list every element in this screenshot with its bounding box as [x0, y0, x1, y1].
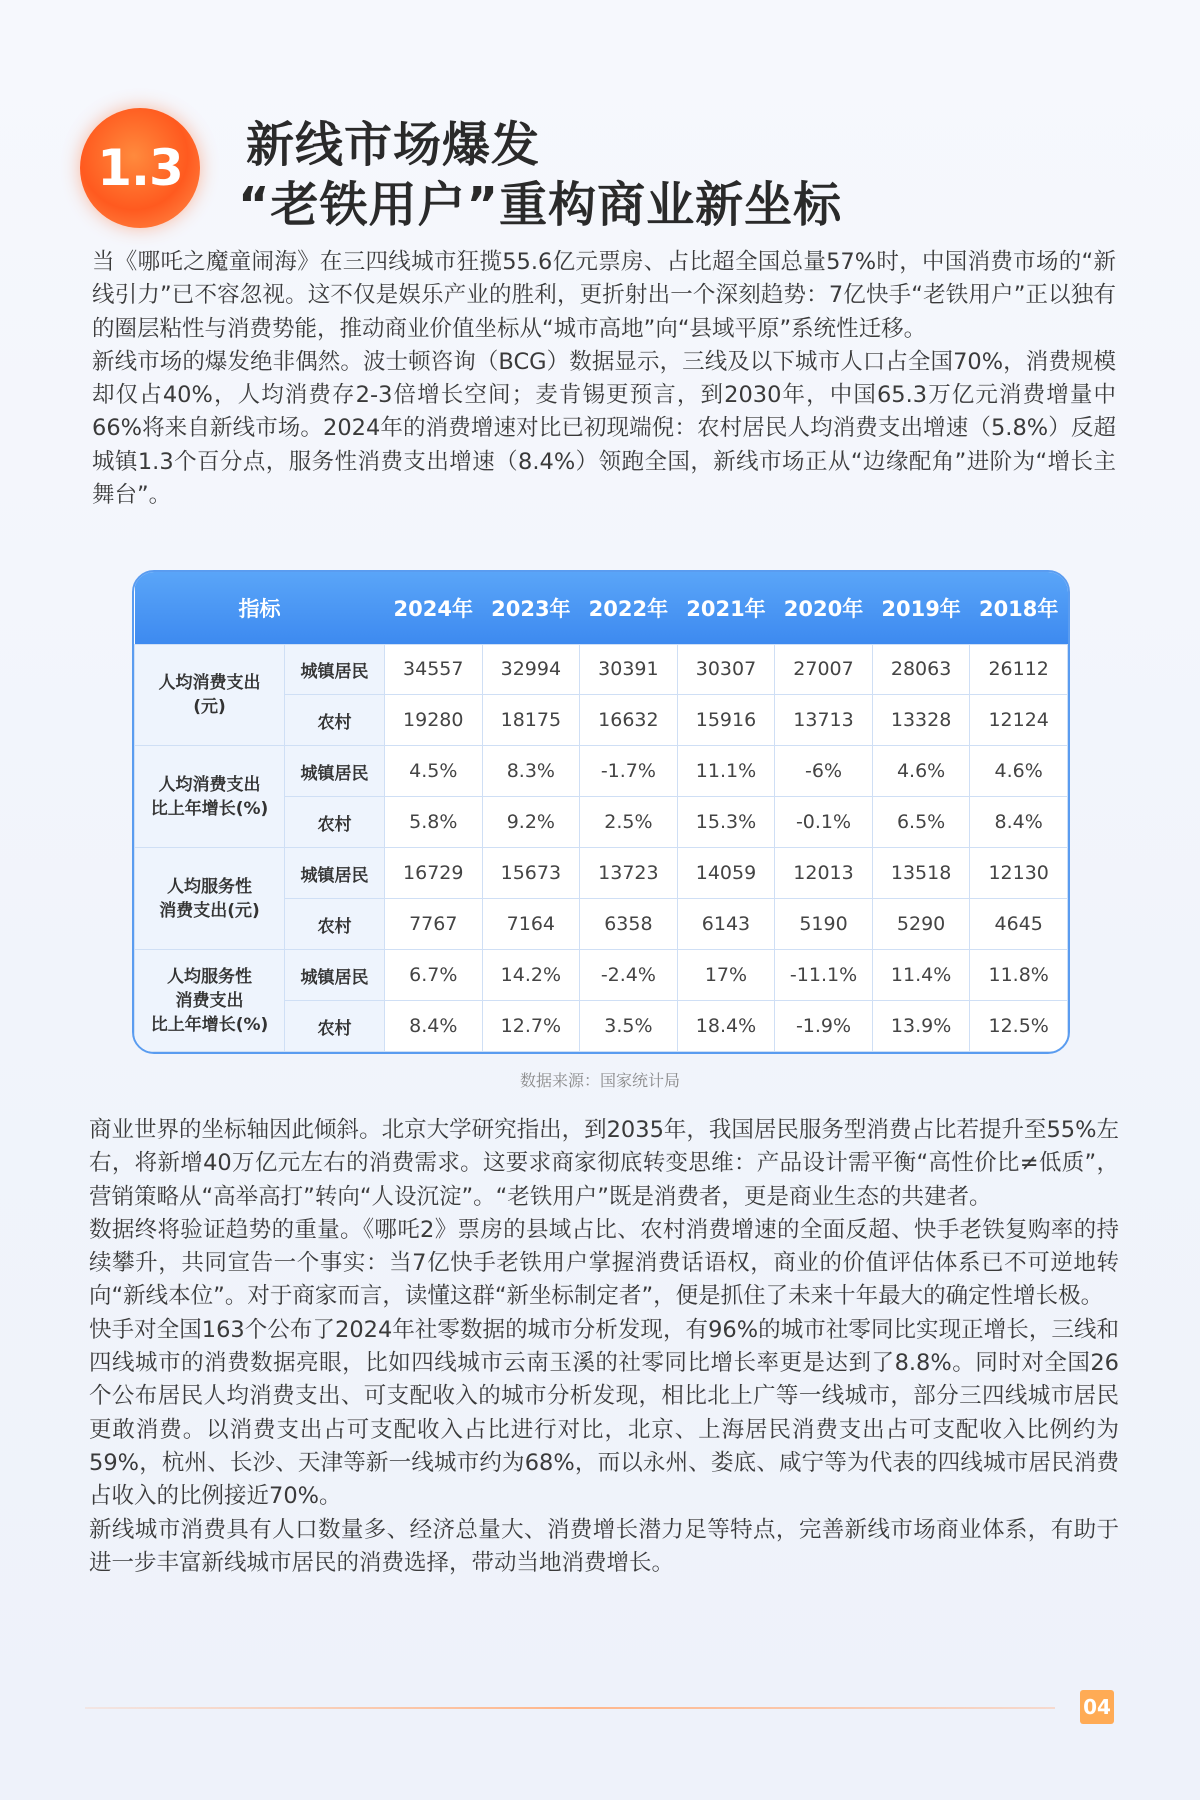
row-group-label-line: 比上年增长(%)	[150, 1014, 269, 1035]
table-cell: 14059	[677, 848, 775, 899]
header-year: 2019年	[872, 572, 970, 644]
footer-divider	[85, 1707, 1055, 1709]
section-number: 1.3	[97, 139, 183, 197]
table-cell: 18.4%	[677, 1001, 775, 1052]
table-cell: 28063	[872, 644, 970, 695]
table-cell: 30391	[580, 644, 678, 695]
table-cell: 2.5%	[580, 797, 678, 848]
table-cell: 3.5%	[580, 1001, 678, 1052]
table-cell: 16729	[385, 848, 483, 899]
table-cell: -11.1%	[775, 950, 873, 1001]
table-cell: 15916	[677, 695, 775, 746]
table-cell: 12130	[970, 848, 1068, 899]
row-group-label	[135, 746, 285, 848]
table-cell: 5190	[775, 899, 873, 950]
table-cell: 5290	[872, 899, 970, 950]
table-cell: 12.7%	[482, 1001, 580, 1052]
table-cell: 26112	[970, 644, 1068, 695]
table-cell: 11.4%	[872, 950, 970, 1001]
table-row	[135, 746, 1068, 797]
table-cell: 4.6%	[970, 746, 1068, 797]
header-year: 2022年	[580, 572, 678, 644]
table-cell: 15673	[482, 848, 580, 899]
row-sub-label: 农村	[285, 1001, 385, 1052]
table-cell: 19280	[385, 695, 483, 746]
table-cell: 16632	[580, 695, 678, 746]
table-cell: 7164	[482, 899, 580, 950]
table-cell: 30307	[677, 644, 775, 695]
table-cell: 13518	[872, 848, 970, 899]
table-cell: 6.7%	[385, 950, 483, 1001]
table-cell: -6%	[775, 746, 873, 797]
table-cell: 4645	[970, 899, 1068, 950]
table-cell: -0.1%	[775, 797, 873, 848]
header-indicator: 指标	[135, 572, 385, 644]
paragraph: 快手对全国163个公布了2024年社零数据的城市分析发现，有96%的城市社零同比实现正增长，三线和四线城市的消费数据亮眼，比如四线城市云南玉溪的社零同比增长率更是达到了8.8%。同时对全国26个公布居民人均消费支出、可支配收入的城市分析发现，相比北上广等一线城市，部分三四线城市居民更敢消费。以消费支出占可支配收入占比进行对比，北京、上海居民消费支出占可支配收入比例约为59%，杭州、长沙、天津等新一线城市约为68%，而以永州、娄底、咸宁等为代表的四线城市居民消费占收入的比例接近70%。	[89, 1316, 1119, 1510]
row-group-label-line: 人均服务性	[167, 966, 252, 987]
table-cell: 6358	[580, 899, 678, 950]
row-group-label-line: 人均消费支出	[158, 774, 261, 795]
table-cell: 12.5%	[970, 1001, 1068, 1052]
row-group-label-line: 比上年增长(%)	[150, 798, 269, 819]
table-cell: 12124	[970, 695, 1068, 746]
paragraph: 当《哪吒之魔童闹海》在三四线城市狂揽55.6亿元票房、占比超全国总量57%时，中国消费市场的“新线引力”已不容忽视。这不仅是娱乐产业的胜利，更折射出一个深刻趋势：7亿快手“老铁用户”正以独有的圈层粘性与消费势能，推动商业价值坐标从“城市高地”向“县域平原”系统性迁移。	[92, 249, 1116, 342]
table-cell: 18175	[482, 695, 580, 746]
row-sub-label: 城镇居民	[285, 644, 385, 695]
intro-text	[92, 246, 1116, 512]
table-cell: 4.6%	[872, 746, 970, 797]
table-cell: 9.2%	[482, 797, 580, 848]
table-cell: 5.8%	[385, 797, 483, 848]
paragraph: 商业世界的坐标轴因此倾斜。北京大学研究指出，到2035年，我国居民服务型消费占比若提升至55%左右，将新增40万亿元左右的消费需求。这要求商家彻底转变思维：产品设计需平衡“高性价比≠低质”，营销策略从“高举高打”转向“人设沉淀”。“老铁用户”既是消费者，更是商业生态的共建者。	[89, 1117, 1119, 1210]
table-cell: 34557	[385, 644, 483, 695]
paragraph: 数据终将验证趋势的重量。《哪吒2》票房的县域占比、农村消费增速的全面反超、快手老铁复购率的持续攀升，共同宣告一个事实：当7亿快手老铁用户掌握消费话语权，商业的价值评估体系已不可逆地转向“新线本位”。对于商家而言，读懂这群“新坐标制定者”，便是抓住了未来十年最大的确定性增长极。	[89, 1216, 1119, 1310]
table-cell: 8.3%	[482, 746, 580, 797]
row-group-label-line: (元)	[193, 696, 226, 717]
consumption-data-table	[132, 570, 1070, 1054]
data-source-note: 数据来源：国家统计局	[519, 1071, 680, 1090]
header-year: 2023年	[482, 572, 580, 644]
table-cell: 14.2%	[482, 950, 580, 1001]
row-group-label	[135, 848, 285, 950]
table-cell: 6143	[677, 899, 775, 950]
header-year: 2018年	[970, 572, 1068, 644]
table-cell: -1.7%	[580, 746, 678, 797]
header-year: 2021年	[677, 572, 775, 644]
row-group-label-line: 消费支出	[175, 990, 244, 1011]
row-group-label-line: 人均服务性	[167, 876, 252, 897]
table-cell: 32994	[482, 644, 580, 695]
table-cell: 15.3%	[677, 797, 775, 848]
table-cell: -1.9%	[775, 1001, 873, 1052]
table-cell: 11.8%	[970, 950, 1068, 1001]
table-cell: 17%	[677, 950, 775, 1001]
table-cell: 11.1%	[677, 746, 775, 797]
table-cell: -2.4%	[580, 950, 678, 1001]
row-group-label-line: 人均消费支出	[158, 672, 261, 693]
table-cell: 13328	[872, 695, 970, 746]
table-cell: 8.4%	[385, 1001, 483, 1052]
header-year: 2020年	[775, 572, 873, 644]
page-number: 04	[1080, 1690, 1114, 1724]
row-group-label	[135, 644, 285, 746]
page-title-line-2: “老铁用户”重构商业新坐标	[238, 177, 843, 233]
table-cell: 13713	[775, 695, 873, 746]
body-text	[89, 1114, 1119, 1580]
row-sub-label: 城镇居民	[285, 950, 385, 1001]
row-group-label	[135, 950, 285, 1052]
table-cell: 7767	[385, 899, 483, 950]
row-sub-label: 农村	[285, 695, 385, 746]
paragraph: 新线市场的爆发绝非偶然。波士顿咨询（BCG）数据显示，三线及以下城市人口占全国70%，消费规模却仅占40%，人均消费存2-3倍增长空间；麦肯锡更预言，到2030年，中国65.3万亿元消费增量中66%将来自新线市场。2024年的消费增速对比已初现端倪：农村居民人均消费支出增速（5.8%）反超城镇1.3个百分点，服务性消费支出增速（8.4%）领跑全国，新线市场正从“边缘配角”进阶为“增长主舞台”。	[92, 348, 1116, 509]
section-number-badge	[80, 108, 200, 228]
row-sub-label: 农村	[285, 797, 385, 848]
table-cell: 13723	[580, 848, 678, 899]
row-group-label-line: 消费支出(元)	[159, 900, 260, 921]
table-row	[135, 848, 1068, 899]
table-cell: 27007	[775, 644, 873, 695]
table-cell: 8.4%	[970, 797, 1068, 848]
table-cell: 6.5%	[872, 797, 970, 848]
page-title-line-1: 新线市场爆发	[246, 117, 541, 173]
table-cell: 12013	[775, 848, 873, 899]
row-sub-label: 农村	[285, 899, 385, 950]
table-cell: 13.9%	[872, 1001, 970, 1052]
row-sub-label: 城镇居民	[285, 848, 385, 899]
table-row	[135, 950, 1068, 1001]
table-cell: 4.5%	[385, 746, 483, 797]
table-row	[135, 644, 1068, 695]
paragraph: 新线城市消费具有人口数量多、经济总量大、消费增长潜力足等特点，完善新线市场商业体系，有助于进一步丰富新线城市居民的消费选择，带动当地消费增长。	[89, 1516, 1119, 1576]
row-sub-label: 城镇居民	[285, 746, 385, 797]
table-header-row	[135, 572, 1068, 644]
header-year: 2024年	[385, 572, 483, 644]
